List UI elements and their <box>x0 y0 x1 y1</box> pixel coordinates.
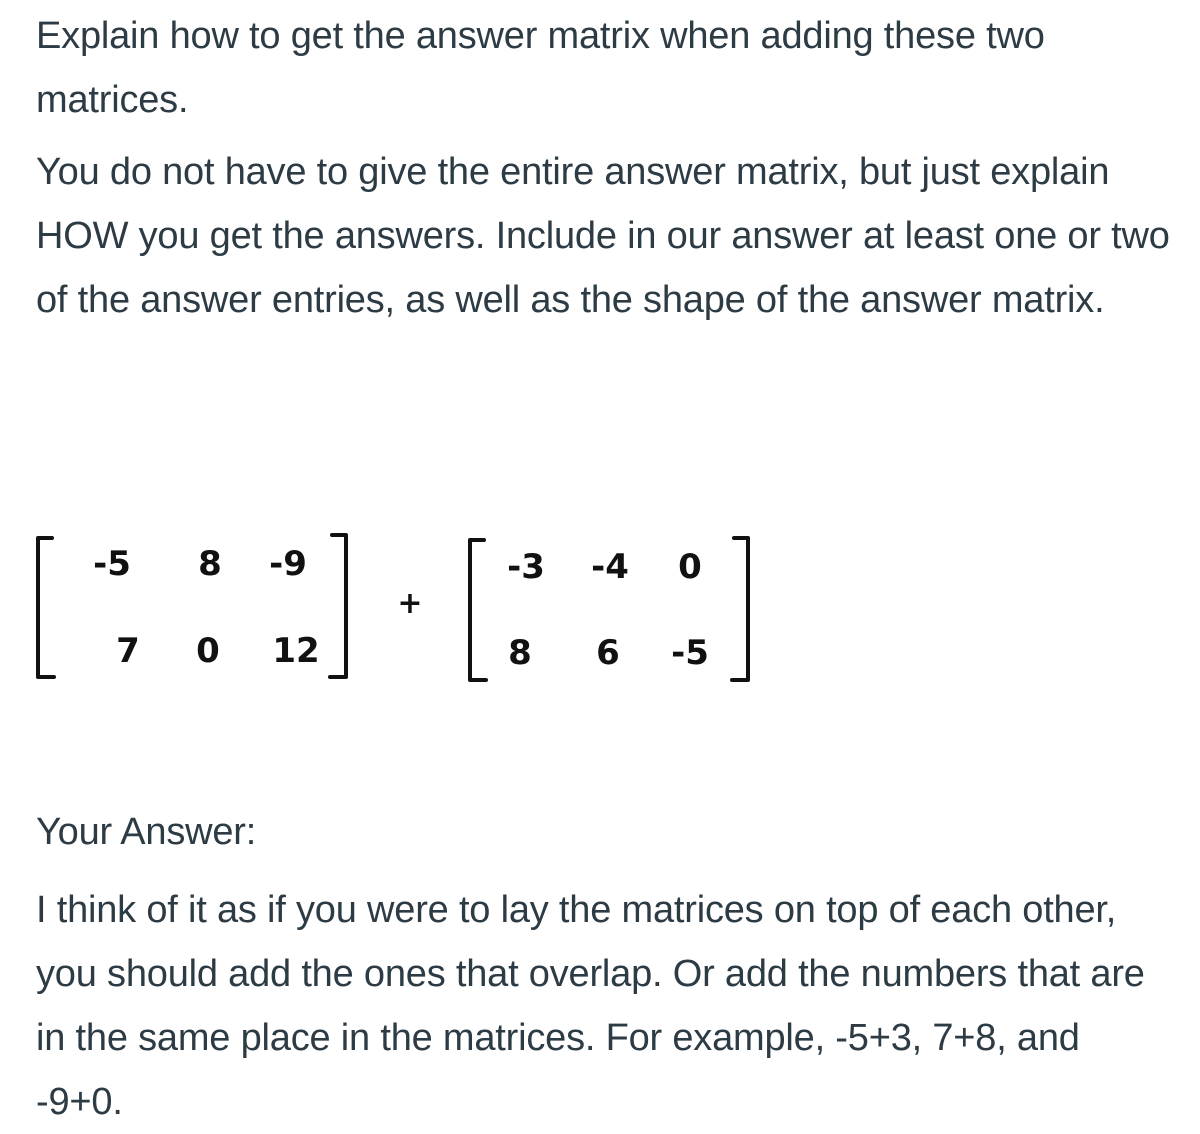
right-matrix-r1c2: -4 <box>591 547 629 587</box>
plus-sign: + <box>397 586 423 621</box>
answer-text: I think of it as if you were to lay the matrices on top of each other, you should add the ones that overlap. Or add the numbers that are in the same place in the matrices. For example, -5+3, 7+8, and -9+0. <box>36 889 1145 1123</box>
right-matrix-r1c3: 0 <box>678 547 702 587</box>
left-matrix-open-bracket <box>38 538 54 677</box>
right-matrix-r2c3: -5 <box>671 633 709 673</box>
left-matrix-r1c2: 8 <box>198 544 222 584</box>
right-matrix-close-bracket <box>732 538 748 680</box>
question-paragraph-1: Explain how to get the answer matrix when adding these two matrices. <box>36 15 1045 121</box>
question-paragraph-2: You do not have to give the entire answer matrix, but just explain HOW you get the answers. Include in our answer at least one or two of the answer entries, as well as the shape of the answer matrix. <box>36 151 1170 321</box>
left-matrix-r1c1: -5 <box>93 544 131 584</box>
left-matrix-r2c1: 7 <box>116 631 140 671</box>
answer-label: Your Answer: <box>36 811 257 853</box>
left-matrix-r1c3: -9 <box>269 544 307 584</box>
right-matrix-r2c2: 6 <box>596 633 620 673</box>
left-matrix-close-bracket <box>330 535 346 677</box>
left-matrix-r2c2: 0 <box>196 631 220 671</box>
right-matrix-r2c1: 8 <box>508 633 532 673</box>
right-matrix-open-bracket <box>470 540 486 680</box>
left-matrix-r2c3: 12 <box>272 631 320 671</box>
right-matrix-r1c1: -3 <box>507 547 545 587</box>
